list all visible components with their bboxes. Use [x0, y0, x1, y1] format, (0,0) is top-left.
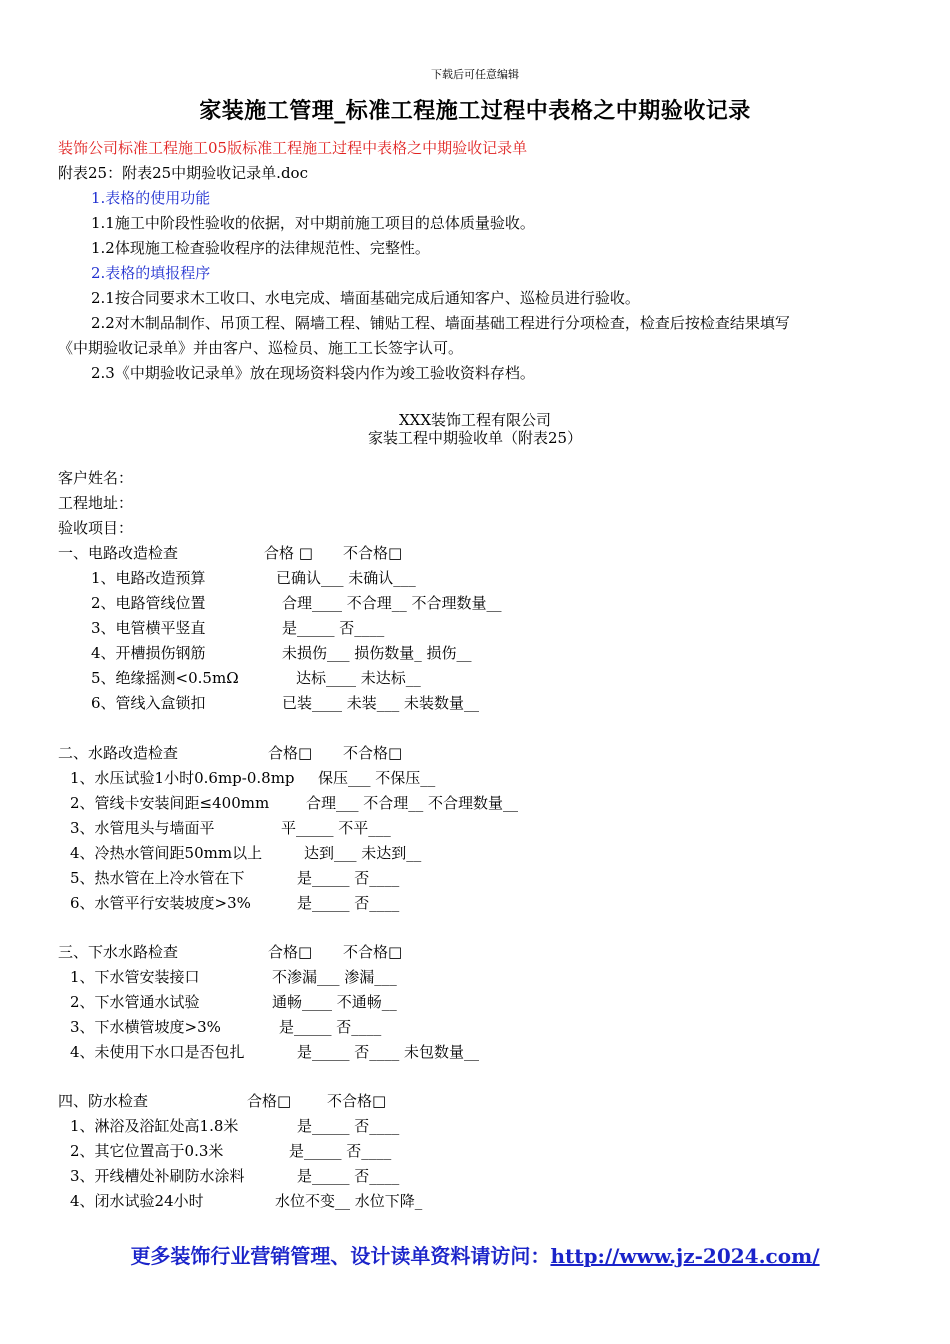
- check-item-label: 4、未使用下水口是否包扎: [70, 1043, 245, 1061]
- check-item-label: 4、闭水试验24小时: [70, 1192, 204, 1210]
- check-item-result[interactable]: 是_____ 否____: [279, 1018, 382, 1036]
- check-item-result[interactable]: 是_____ 否____: [289, 1142, 392, 1160]
- check-item-result[interactable]: 通畅____ 不通畅__: [272, 993, 397, 1011]
- check-item-label: 3、下水横管坡度>3%: [70, 1018, 221, 1036]
- check-item-label: 4、开槽损伤钢筋: [91, 644, 206, 662]
- fail-checkbox[interactable]: 不合格□: [343, 544, 403, 562]
- check-item-result[interactable]: 保压___ 不保压__: [318, 769, 436, 787]
- check-item-label: 1、淋浴及浴缸处高1.8米: [70, 1117, 239, 1135]
- header-note: 下载后可任意编辑: [431, 68, 519, 81]
- check-item-label: 6、管线入盒锁扣: [91, 694, 206, 712]
- check-item-result[interactable]: 不渗漏___ 渗漏___: [272, 968, 397, 986]
- footer-text: 更多装饰行业营销管理、设计读单资料请访问：: [130, 1244, 551, 1268]
- intro-para-2-2b: 《中期验收记录单》并由客户、巡检员、施工工长签字认可。: [58, 339, 464, 357]
- check-item-label: 5、热水管在上冷水管在下: [70, 869, 245, 887]
- check-item-result[interactable]: 达到___ 未达到__: [304, 844, 422, 862]
- check-item-label: 2、管线卡安装间距≤400mm: [70, 794, 270, 812]
- check-item-result[interactable]: 平_____ 不平___: [281, 819, 391, 837]
- intro-para-2-1: 2.1按合同要求木工收口、水电完成、墙面基础完成后通知客户、巡检员进行验收。: [91, 289, 640, 307]
- pass-checkbox[interactable]: 合格□: [268, 943, 313, 961]
- fail-checkbox[interactable]: 不合格□: [343, 943, 403, 961]
- check-item-result[interactable]: 是_____ 否____: [282, 619, 385, 637]
- check-item-result[interactable]: 是_____ 否____: [297, 1167, 400, 1185]
- company-name: XXX装饰工程有限公司: [398, 411, 552, 429]
- check-item-result[interactable]: 已确认___ 未确认___: [276, 569, 416, 587]
- check-item-label: 2、电路管线位置: [91, 594, 206, 612]
- intro-para-2-3: 2.3《中期验收记录单》放在现场资料袋内作为竣工验收资料存档。: [91, 364, 535, 382]
- check-item-label: 1、水压试验1小时0.6mp-0.8mp: [70, 769, 295, 787]
- attachment-line: 附表25：附表25中期验收记录单.doc: [58, 164, 308, 182]
- customer-name-label: 客户姓名：: [58, 469, 134, 487]
- pass-checkbox[interactable]: 合格□: [268, 744, 313, 762]
- section-title: 四、防水检查: [58, 1092, 149, 1110]
- page-title: 家装施工管理_标准工程施工过程中表格之中期验收记录: [199, 98, 751, 124]
- check-item-label: 6、水管平行安装坡度>3%: [70, 894, 251, 912]
- check-item-result[interactable]: 是_____ 否____ 未包数量__: [297, 1043, 480, 1061]
- intro-para-1-1: 1.1施工中阶段性验收的依据，对中期前施工项目的总体质量验收。: [91, 214, 535, 232]
- inspection-items-label: 验收项目：: [58, 519, 134, 537]
- check-item-result[interactable]: 已装____ 未装___ 未装数量__: [282, 694, 480, 712]
- check-item-label: 2、其它位置高于0.3米: [70, 1142, 224, 1160]
- pass-checkbox[interactable]: 合格□: [247, 1092, 292, 1110]
- check-item-result[interactable]: 合理___ 不合理__ 不合理数量__: [306, 794, 519, 812]
- form-title: 家装工程中期验收单（附表25）: [367, 429, 583, 447]
- intro-heading-1: 1.表格的使用功能: [91, 189, 211, 207]
- section-title: 二、水路改造检查: [58, 744, 179, 762]
- check-item-label: 5、绝缘摇测<0.5mΩ: [91, 669, 239, 687]
- footer-promo: [0, 1240, 950, 1269]
- check-item-result[interactable]: 水位不变__ 水位下降_: [275, 1192, 423, 1210]
- check-item-result[interactable]: 达标____ 未达标__: [296, 669, 421, 687]
- check-item-label: 2、下水管通水试验: [70, 993, 200, 1011]
- check-item-result[interactable]: 未损伤___ 损伤数量_ 损伤__: [282, 644, 472, 662]
- fail-checkbox[interactable]: 不合格□: [343, 744, 403, 762]
- section-title: 三、下水水路检查: [58, 943, 179, 961]
- check-item-label: 1、下水管安装接口: [70, 968, 200, 986]
- project-address-label: 工程地址：: [58, 494, 134, 512]
- intro-para-2-2a: 2.2对木制品制作、吊顶工程、隔墙工程、铺贴工程、墙面基础工程进行分项检查，检查后按检查结果填写: [91, 314, 790, 332]
- check-item-result[interactable]: 合理____ 不合理__ 不合理数量__: [282, 594, 502, 612]
- check-item-label: 3、电管横平竖直: [91, 619, 206, 637]
- check-item-label: 3、水管甩头与墙面平: [70, 819, 215, 837]
- check-item-result[interactable]: 是_____ 否____: [297, 869, 400, 887]
- pass-checkbox[interactable]: 合格 □: [264, 544, 313, 562]
- intro-para-1-2: 1.2体现施工检查验收程序的法律规范性、完整性。: [91, 239, 430, 257]
- check-item-label: 4、冷热水管间距50mm以上: [70, 844, 263, 862]
- subtitle-red: 装饰公司标准工程施工05版标准工程施工过程中表格之中期验收记录单: [58, 139, 528, 157]
- check-item-label: 1、电路改造预算: [91, 569, 206, 587]
- fail-checkbox[interactable]: 不合格□: [327, 1092, 387, 1110]
- check-item-result[interactable]: 是_____ 否____: [297, 894, 400, 912]
- check-item-label: 3、开线槽处补刷防水涂料: [70, 1167, 245, 1185]
- section-title: 一、电路改造检查: [58, 544, 179, 562]
- check-item-result[interactable]: 是_____ 否____: [297, 1117, 400, 1135]
- intro-heading-2: 2.表格的填报程序: [91, 264, 211, 282]
- footer-link[interactable]: http://www.jz-2024.com/: [550, 1244, 820, 1268]
